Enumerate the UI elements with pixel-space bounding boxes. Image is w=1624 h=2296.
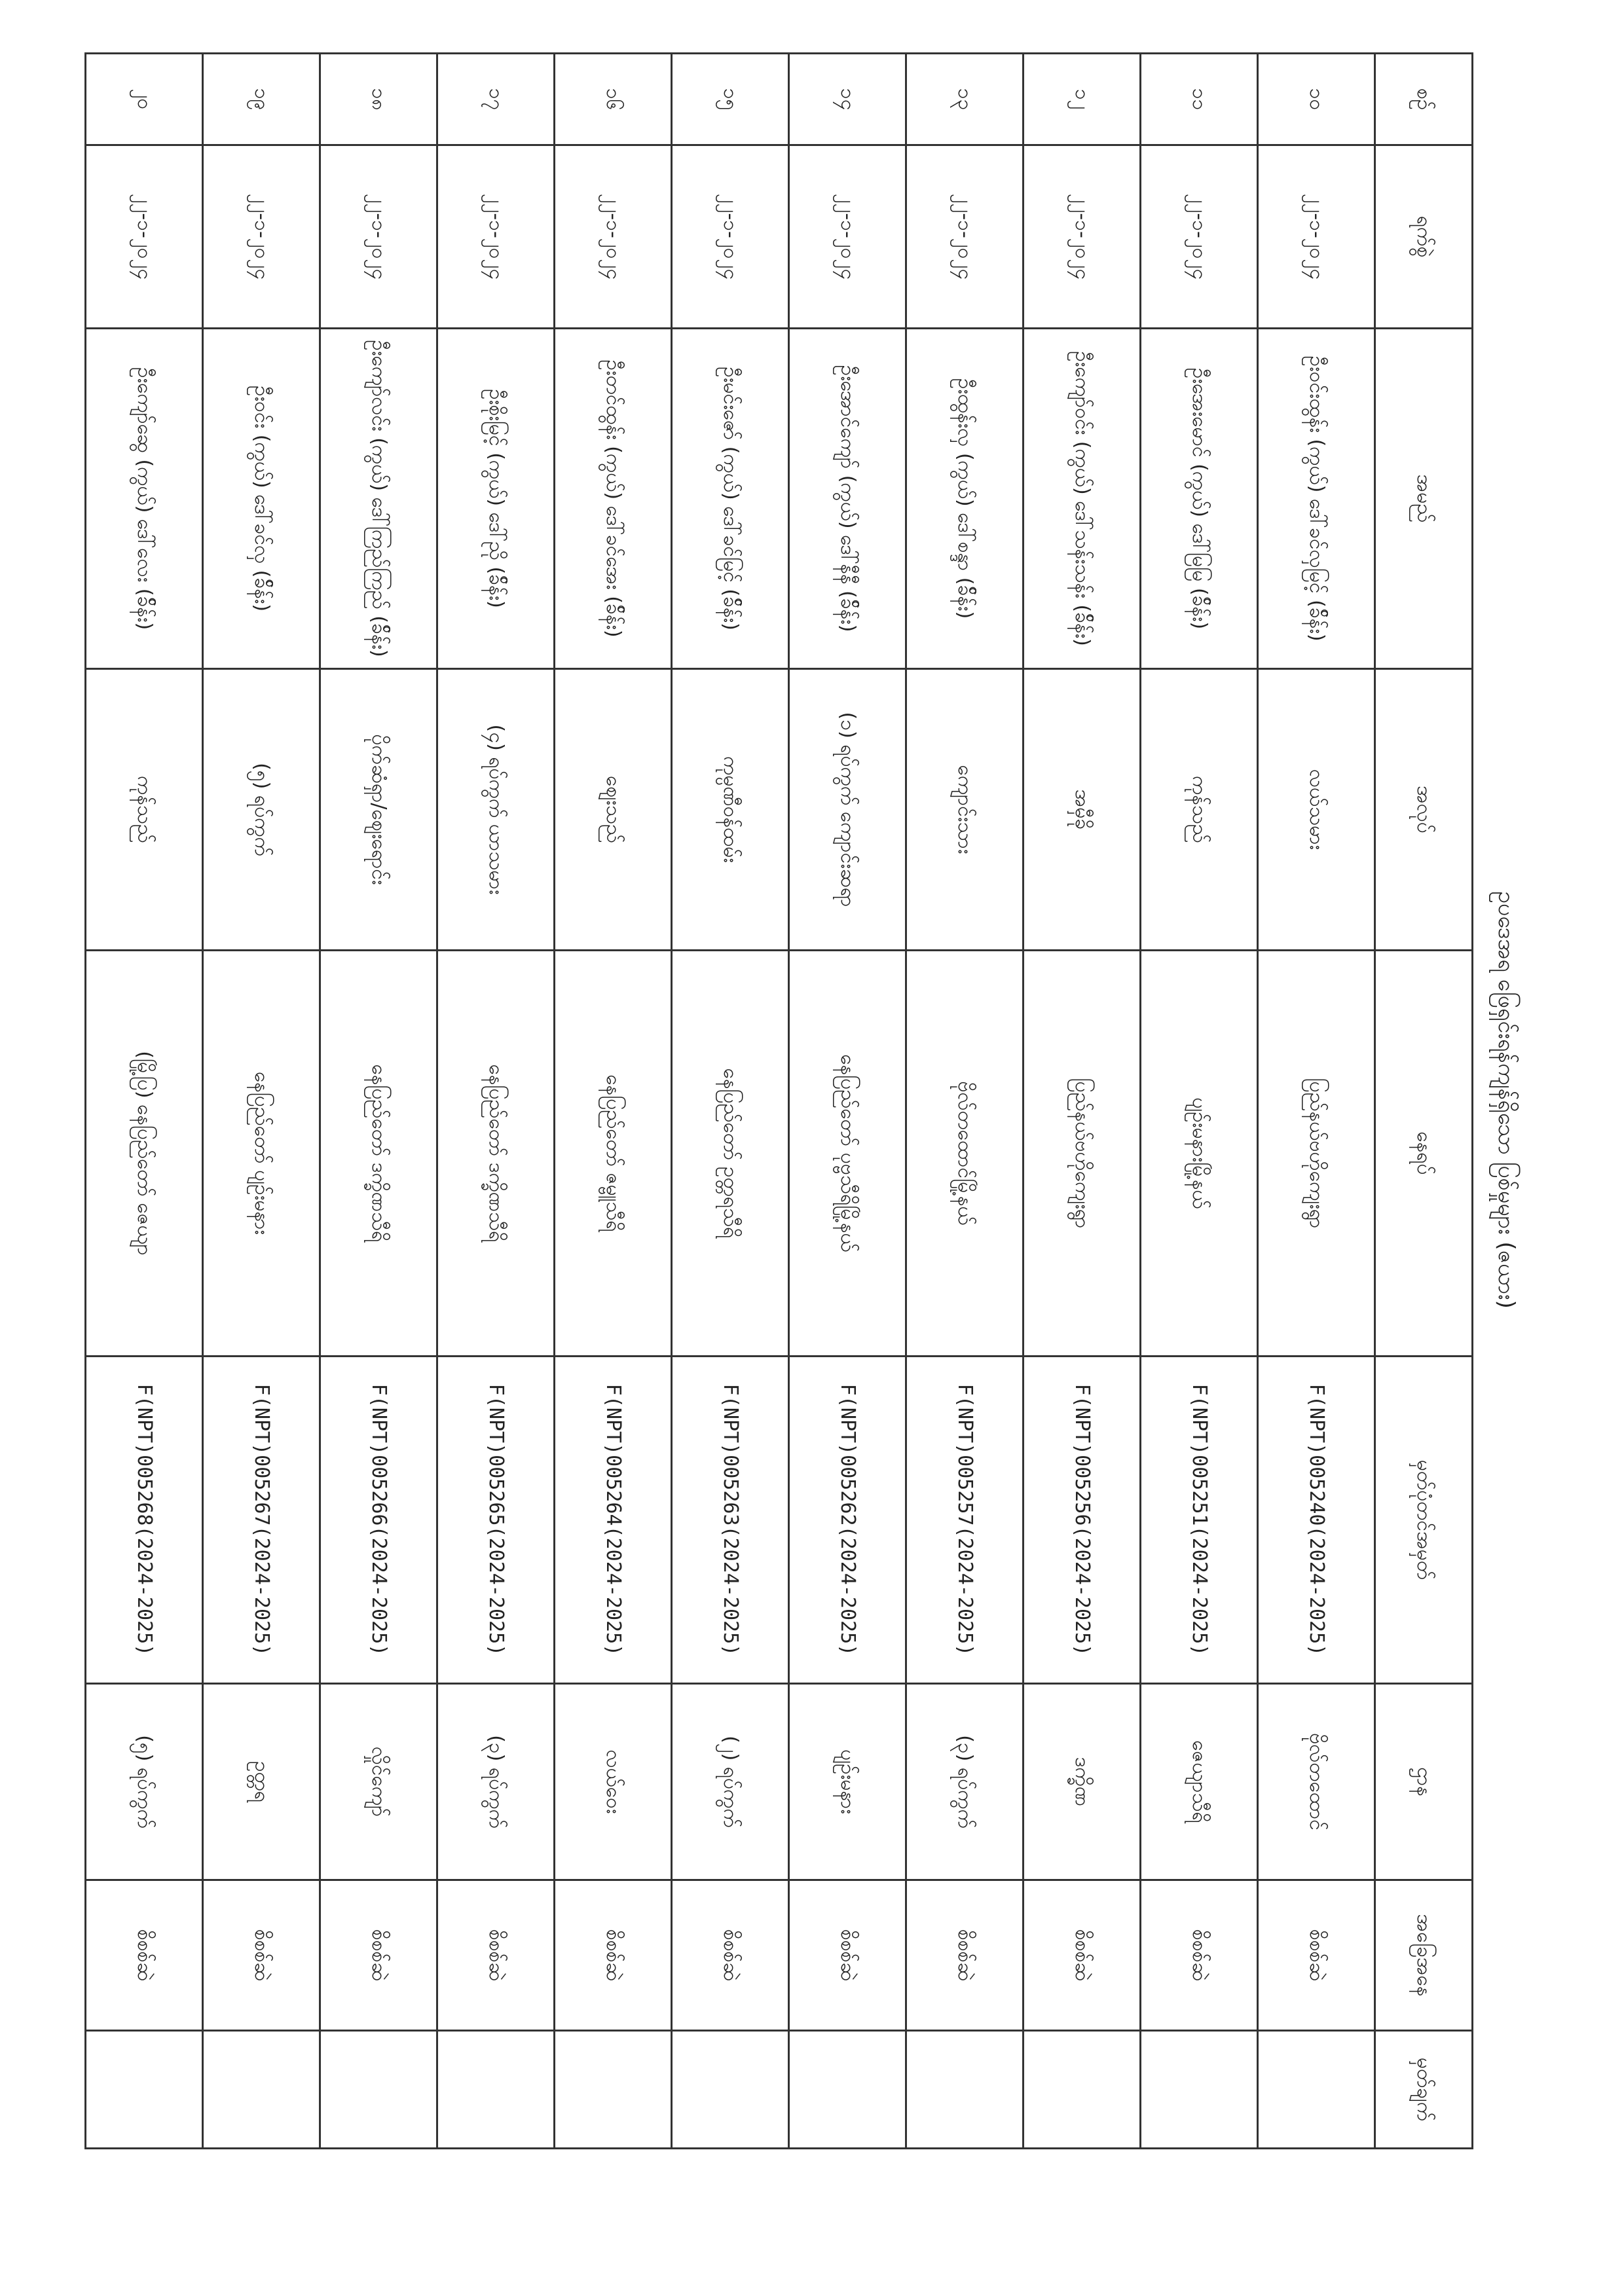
cell-status: စိစစ်ဆဲ [672,1880,789,2031]
cell-date: ၂၂-၁-၂၀၂၄ [906,145,1024,329]
cell-no: ၁၇ [437,54,555,145]
table-row [906,54,1024,2149]
table-row [1141,54,1258,2149]
cell-date: ၂၂-၁-၂၀၂၄ [203,145,320,329]
cell-no: ၂၀ [86,54,203,145]
cell-department: (၂) ရပ်ကွက် [672,1684,789,1880]
document-title: ဥပဒေအရ ဖြေရှင်းရန်ကျန်ရှိသော ပြစ်မှုများ (ဇယား) [1493,891,1519,1309]
cell-address: နေပြည်တော် ဇမ္ဗူသီရိ [555,951,672,1357]
cell-name: ဦးဝင်း (ကွယ်) ဒေါ်ခင်လှ (ခ်ိန်း) [203,329,320,669]
cell-address: နေပြည်တော် ဥတ္တရသီရိ [672,951,789,1357]
cell-no: ၁၁ [1141,54,1258,145]
cell-name: ဦးမင်းဇော် (ကွယ်) ဒေါ်ခင်မြင့် (ခ်ိန်း) [672,329,789,669]
header-registration: မှတ်ပုံတင်အမှတ် [1375,1357,1473,1684]
cell-registration: F(NPT)005266(2024-2025) [320,1357,437,1684]
cell-status: စိစစ်ဆဲ [1141,1880,1258,2031]
cell-name: ဦးကျော်ဆွေ (ကွယ်) ဒေါ်လေး (ခ်ိန်း) [86,329,203,669]
header-name: အမည် [1375,329,1473,669]
cell-department: ဥတ္တရ [203,1684,320,1880]
cell-registration: F(NPT)005267(2024-2025) [203,1357,320,1684]
table-row [1024,54,1141,2149]
cell-name: ဦးထွန်းလှ (ကွယ်) ဒေါ်စန္ဒာ (ခ်ိန်း) [906,329,1024,669]
cell-remark [203,2031,320,2149]
cell-remark [320,2031,437,2149]
cell-address: ပြည်နယ်ဗဟိုကျေးရွာ [1258,951,1375,1357]
cell-department: (၃) ရပ်ကွက် [437,1684,555,1880]
cell-job: လယ်သမား [1258,669,1375,951]
cell-registration: F(NPT)005263(2024-2025) [672,1357,789,1684]
cell-name: ဦးအေးမောင် (ကွယ်) ဒေါ်မြမြ (ခ်ိန်း) [1141,329,1258,669]
cell-name: ဦးစိုးမြင့် (ကွယ်) ဒေါ်ညို (ခ်ိန်း) [437,329,555,669]
cell-job: (၄) ရပ်ကွက် ယာသမား [437,669,555,951]
cell-registration: F(NPT)005257(2024-2025) [906,1357,1024,1684]
cell-remark [1024,2031,1141,2149]
cell-name: ဦးအောင်ကျော် (ကွယ်) ဒေါ်နီနီ (ခ်ိန်း) [789,329,906,669]
cell-address: နေပြည်တော် ဒက္ခိဏသီရိ [437,951,555,1357]
header-department: ဌာန [1375,1684,1473,1880]
header-date: ရက်စွဲ [1375,145,1473,329]
cell-remark [86,2031,203,2149]
table-row [1258,54,1375,2149]
table-row [437,54,555,2149]
cell-date: ၂၂-၁-၂၀၂၄ [1024,145,1141,329]
cell-date: ၂၂-၁-၂၀၂၄ [1141,145,1258,329]
cell-remark [1141,2031,1258,2149]
cell-remark [672,2031,789,2149]
cell-no: ၁၈ [320,54,437,145]
cell-status: စိစစ်ဆဲ [1258,1880,1375,2031]
cell-name: ဦးကျော်လင်း (ကွယ်) ဒေါ်ကြည်ကြည် (ခ်ိန်း) [320,329,437,669]
cell-status: စိစစ်ဆဲ [906,1880,1024,2031]
cell-registration: F(NPT)005240(2024-2025) [1258,1357,1375,1684]
cell-department: လှိုင်ကျော် [320,1684,437,1880]
cell-department: (၃) ရပ်ကွက် [906,1684,1024,1880]
table-row [320,54,437,2149]
table-header-row [1375,54,1473,2149]
cell-date: ၂၂-၁-၂၀၂၄ [555,145,672,329]
cell-name: ဦးဝင်းထွန်း (ကွယ်) ဒေါ်ခင်လှမြင့် (ခ်ိန်း) [1258,329,1375,669]
cell-date: ၂၂-၁-၂၀၂၄ [86,145,203,329]
cell-job: ကျောင်းသား [906,669,1024,951]
cell-date: ၂၂-၁-၂၀၂၄ [1258,145,1375,329]
header-status: အခြေအနေ [1375,1880,1473,2031]
table-row [86,54,203,2149]
table-row [555,54,672,2149]
header-address: နေရပ် [1375,951,1473,1357]
cell-name: ဦးတင်ထွန်း (ကွယ်) ဒေါ်ခင်အေး (ခ်ိန်း) [555,329,672,669]
cell-department: လယ်ဝေး [555,1684,672,1880]
cell-registration: F(NPT)005265(2024-2025) [437,1357,555,1684]
cell-no: ၁၉ [203,54,320,145]
cell-department: ဗိုလ်တထောင် [1258,1684,1375,1880]
cell-registration: F(NPT)005251(2024-2025) [1141,1357,1258,1684]
cell-status: စိစစ်ဆဲ [320,1880,437,2031]
cell-name: ဦးကျော်ဝင်း (ကွယ်) ဒေါ်သန်းသန်း (ခ်ိန်း) [1024,329,1141,669]
cell-job: အမှီခို [1024,669,1141,951]
cell-remark [1258,2031,1375,2149]
cell-department: (၅) ရပ်ကွက် [86,1684,203,1880]
cell-status: စိစစ်ဆဲ [437,1880,555,2031]
cell-remark [906,2031,1024,2149]
cell-date: ၂၂-၁-၂၀၂၄ [672,145,789,329]
table-row [672,54,789,2149]
cell-no: ၁၅ [672,54,789,145]
cell-date: ၂၂-၁-၂၀၂၄ [437,145,555,329]
cell-registration: F(NPT)005256(2024-2025) [1024,1357,1141,1684]
cell-no: ၁၂ [1024,54,1141,145]
cell-job: ဈေးသည် [555,669,672,951]
cell-address: ပျဉ်းမနားမြို့နယ် [1141,951,1258,1357]
cell-registration: F(NPT)005268(2024-2025) [86,1357,203,1684]
cell-department: ဇေယျာသီရိ [1141,1684,1258,1880]
table-row [203,54,320,2149]
rotated-table-sheet [105,39,1532,2160]
cell-date: ၂၂-၁-၂၀၂၄ [320,145,437,329]
cell-address: (မြို့ပြ) နေပြည်တော် ဇေယျာ [86,951,203,1357]
cell-job: (၅) ရပ်ကွက် [203,669,320,951]
cell-no: ၁၄ [789,54,906,145]
cell-no: ၁၃ [906,54,1024,145]
cell-address: နေပြည်တော် ပျဉ်းမနား [203,951,320,1357]
header-remark: မှတ်ချက် [1375,2031,1473,2149]
cell-registration: F(NPT)005262(2024-2025) [789,1357,906,1684]
cell-date: ၂၂-၁-၂၀၂၄ [789,145,906,329]
cell-status: စိစစ်ဆဲ [203,1880,320,2031]
cell-registration: F(NPT)005264(2024-2025) [555,1357,672,1684]
cell-address: ပြည်နယ်ဗဟိုကျေးရွာ [1024,951,1141,1357]
cell-status: စိစစ်ဆဲ [789,1880,906,2031]
data-table [84,52,1473,2149]
cell-job: ပိုက်ဆံရှာ/ဈေးရောင်း [320,669,437,951]
cell-remark [555,2031,672,2149]
cell-address: နေပြည်တော် ပုဗ္ဗသီရိမြို့နယ် [789,951,906,1357]
cell-address: ဗိုလ်တထောင်မြို့နယ် [906,951,1024,1357]
cell-no: ၁၀ [1258,54,1375,145]
cell-address: နေပြည်တော် ဒက္ခိဏသီရိ [320,951,437,1357]
cell-remark [437,2031,555,2149]
cell-job: (၁) ရပ်ကွက် ကျောင်းဆရာ [789,669,906,951]
cell-status: စိစစ်ဆဲ [1024,1880,1141,2031]
cell-no: ၁၆ [555,54,672,145]
header-no: စဉ် [1375,54,1473,145]
header-job: အလုပ် [1375,669,1473,951]
table-row [789,54,906,2149]
cell-job: ကုန်သည် [1141,669,1258,951]
cell-remark [789,2031,906,2149]
cell-status: စိစစ်ဆဲ [86,1880,203,2031]
cell-job: ကုန်သည် [86,669,203,951]
cell-department: ပျဉ်းမနား [789,1684,906,1880]
cell-job: ကုမ္ပဏီဝန်ထမ်း [672,669,789,951]
cell-department: ဒက္ခိဏ [1024,1684,1141,1880]
cell-status: စိစစ်ဆဲ [555,1880,672,2031]
